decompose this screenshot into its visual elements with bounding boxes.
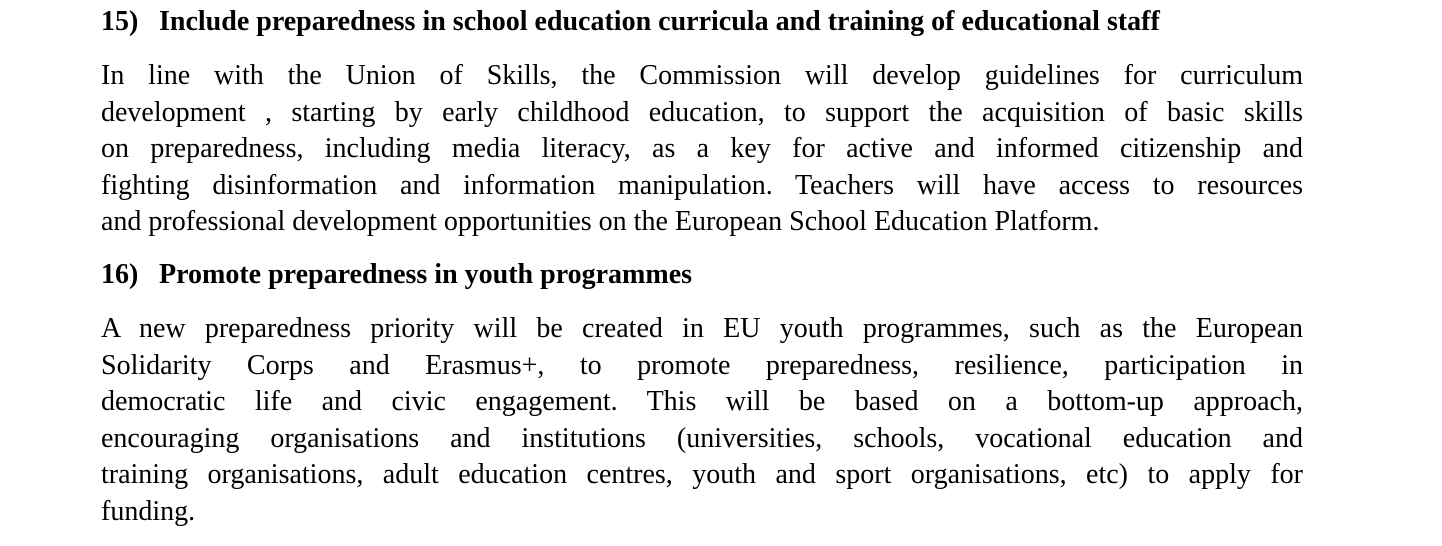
section-16-heading [101,259,1303,291]
paragraph-line: Solidarity Corps and Erasmus+, to promote preparedness, resilience, participation in [101,349,1303,381]
paragraph-line: development , starting by early childhood education, to support the acquisition of basic skills [101,96,1303,128]
section-16-title: Promote preparedness in youth programmes [159,259,693,290]
section-15-heading [101,6,1303,38]
section-16-number: 16) [101,259,139,290]
paragraph-line: and professional development opportunities on the European School Education Platform. [101,206,1100,238]
paragraph-line: on preparedness, including media literacy, as a key for active and informed citizenship and [101,133,1303,165]
paragraph-line: democratic life and civic engagement. This will be based on a bottom-up approach, [101,386,1303,418]
section-15-title: Include preparedness in school education curricula and training of educational staff [159,6,1160,37]
paragraph-line: funding. [101,495,196,527]
paragraph-line: encouraging organisations and institutions (universities, schools, vocational education and [101,422,1303,454]
section-15-paragraph [101,58,1303,241]
section-15-number: 15) [101,6,139,37]
paragraph-line: training organisations, adult education centres, youth and sport organisations, etc) to apply for [101,459,1303,491]
paragraph-line: A new preparedness priority will be created in EU youth programmes, such as the European [101,313,1303,344]
section-16-paragraph [101,311,1303,531]
paragraph-line: In line with the Union of Skills, the Commission will develop guidelines for curriculum [101,60,1303,91]
paragraph-line: fighting disinformation and information manipulation. Teachers will have access to resources [101,169,1303,201]
